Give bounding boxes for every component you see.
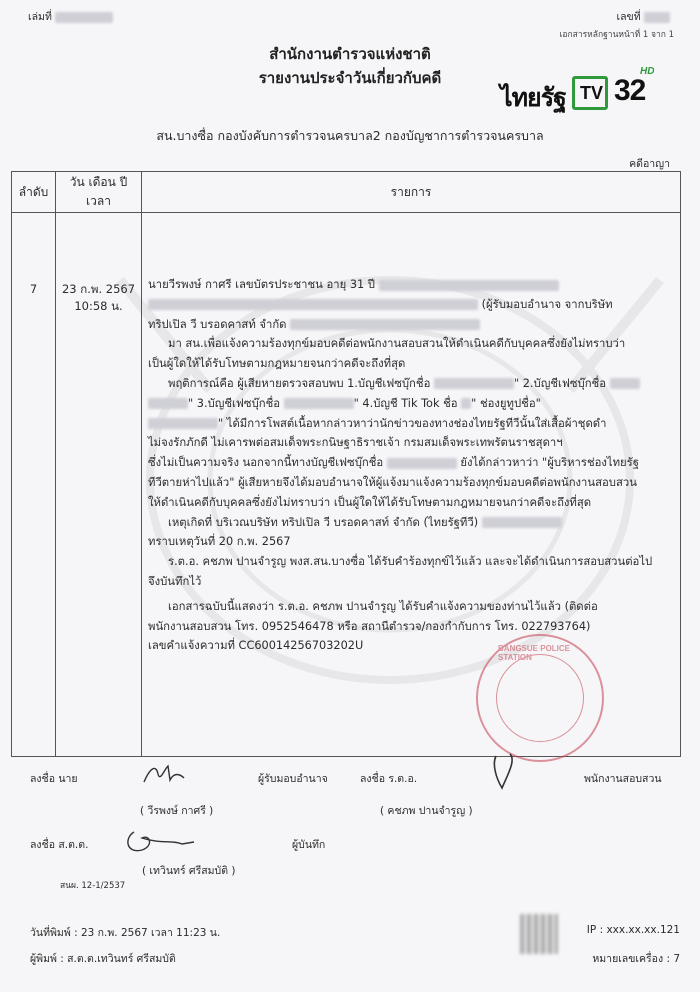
col-header-date: วัน เดือน ปี เวลา xyxy=(56,172,142,213)
role-recorder: ผู้บันทึก xyxy=(292,839,326,851)
signature-label-3: ลงชื่อ ส.ต.ต. xyxy=(30,839,89,851)
row-datetime: 23 ก.พ. 2567 10:58 น. xyxy=(56,213,142,757)
qr-code xyxy=(520,914,558,954)
form-code: สนผ. 12-1/2537 xyxy=(60,881,126,891)
station-name: สน.บางซื่อ กองบังคับการตำรวจนครบาล2 กองบัญชาการตำรวจนครบาล xyxy=(156,128,544,143)
case-type: คดีอาญา xyxy=(629,158,670,170)
print-date: วันที่พิมพ์ : 23 ก.พ. 2567 เวลา 11:23 น. xyxy=(30,927,221,939)
name-authorized: ( วีรพงษ์ กาศรี ) xyxy=(140,805,214,817)
row-number: 7 xyxy=(12,213,56,757)
machine-number: หมายเลขเครื่อง : 7 xyxy=(592,953,680,965)
name-investigator: ( คชภพ ปานจำรูญ ) xyxy=(380,805,473,817)
signature-scribble-1 xyxy=(140,760,186,786)
role-investigator: พนักงานสอบสวน xyxy=(584,773,662,785)
col-header-items: รายการ xyxy=(142,172,681,213)
agency-title: สำนักงานตำรวจแห่งชาติ xyxy=(269,45,431,63)
signature-scribble-2 xyxy=(486,748,526,794)
report-body: นายวีรพงษ์ กาศรี เลขบัตรประชาชน อายุ 31 ปี (ผู้รับมอบอำนาจ จากบริษัท ทริปเปิล วี บรอดคาสท์ จำกัด มา สน.เพื่อแจ้งความร้องทุกข์มอบคดีต่อพนักงานสอบสวนให้ดำเนินคดีกับบุคคลซึ่งยังไม่ทราบว่า เป็นผู้ใดให้ได้รับโทษตามกฎหมายจนกว่าคดีจะถึงที่สุด พฤติการณ์คือ ผู้เสียหายตรวจสอบพบ 1.บัญชีเฟซบุ๊กชื่อ " 2.บัญชีเฟซบุ๊กชื่อ " 3.บัญชีเฟซบุ๊กชื่อ " 4.บัญชี Tik Tok ชื่อ " ช่องยูทูปชื่อ" " ได้มีการโพสต์เนื้อหากล่าวหาว่านักข่าวของทางช่องไทยรัฐทีวีนั้นใส่เสื้อผ้าชุดดำ ไม่จงรักภักดี ไม่เคารพต่อสมเด็จพระกนิษฐาธิราชเจ้า กรมสมเด็จพระเทพรัตนราชสุดาฯ ซึ่งไม่เป็นความจริง นอกจากนี้ทางบัญชีเฟซบุ๊กชื่อ ยังได้กล่าวหาว่า "ผู้บริหารช่องไทยรัฐ ทีวีตายห่าไปแล้ว" ผู้เสียหายจึงได้มอบอำนาจให้ผู้แจ้งมาแจ้งความร้องทุกข์มอบคดีต่อพนักงานสอบสวน ให้ดำเนินคดีกับบุคคลซึ่งยังไม่ทราบว่า เป็นผู้ใดให้ได้รับโทษตามกฎหมายจนกว่าคดีจะถึงที่สุด เหตุเกิดที่ บริเวณบริษัท ทริปเปิล วี บรอดคาสท์ จำกัด (ไทยรัฐทีวี) ทราบเหตุวันที่ 20 ก.พ. 2567 ร.ต.อ. คชภพ ปานจำรูญ พงส.สน.บางซื่อ ได้รับคำร้องทุกข์ไว้แล้ว และจะได้ดำเนินการสอบสวนต่อไป จึงบันทึกไว้ เอกสารฉบับนี้แสดงว่า ร.ต.อ. คชภพ ปานจำรูญ ได้รับคำแจ้งความของท่านไว้แล้ว (ติดต่อ พนักงานสอบสวน โทร. 0952546478 หรือ สถานีตำรวจ/กองกำกับการ โทร. 022793764) เลขคำแจ้งความที่ CC60014256703202U xyxy=(142,213,681,757)
signature-label-2: ลงชื่อ ร.ต.อ. xyxy=(360,773,418,785)
thairath-tv-logo: ไทยรัฐ TV 32 HD xyxy=(500,66,655,112)
role-authorized: ผู้รับมอบอำนาจ xyxy=(258,773,328,785)
page-note: เอกสารหลักฐานหน้าที่ 1 จาก 1 xyxy=(559,30,674,40)
signature-scribble-3 xyxy=(120,822,200,858)
name-recorder: ( เทวินทร์ ศรีสมบัติ ) xyxy=(142,865,236,877)
document-number: เลขที่ xyxy=(617,8,670,25)
col-header-no: ลำดับ xyxy=(12,172,56,213)
police-stamp: BANGSUE POLICE STATION xyxy=(476,634,604,762)
signature-label-1: ลงชื่อ นาย xyxy=(30,773,78,785)
printer-name: ผู้พิมพ์ : ส.ต.ต.เทวินทร์ ศรีสมบัติ xyxy=(30,953,176,965)
book-number: เล่มที่ xyxy=(28,8,113,25)
ip-address: IP : xxx.xx.xx.121 xyxy=(586,924,680,936)
report-title: รายงานประจำวันเกี่ยวกับคดี xyxy=(258,69,442,87)
